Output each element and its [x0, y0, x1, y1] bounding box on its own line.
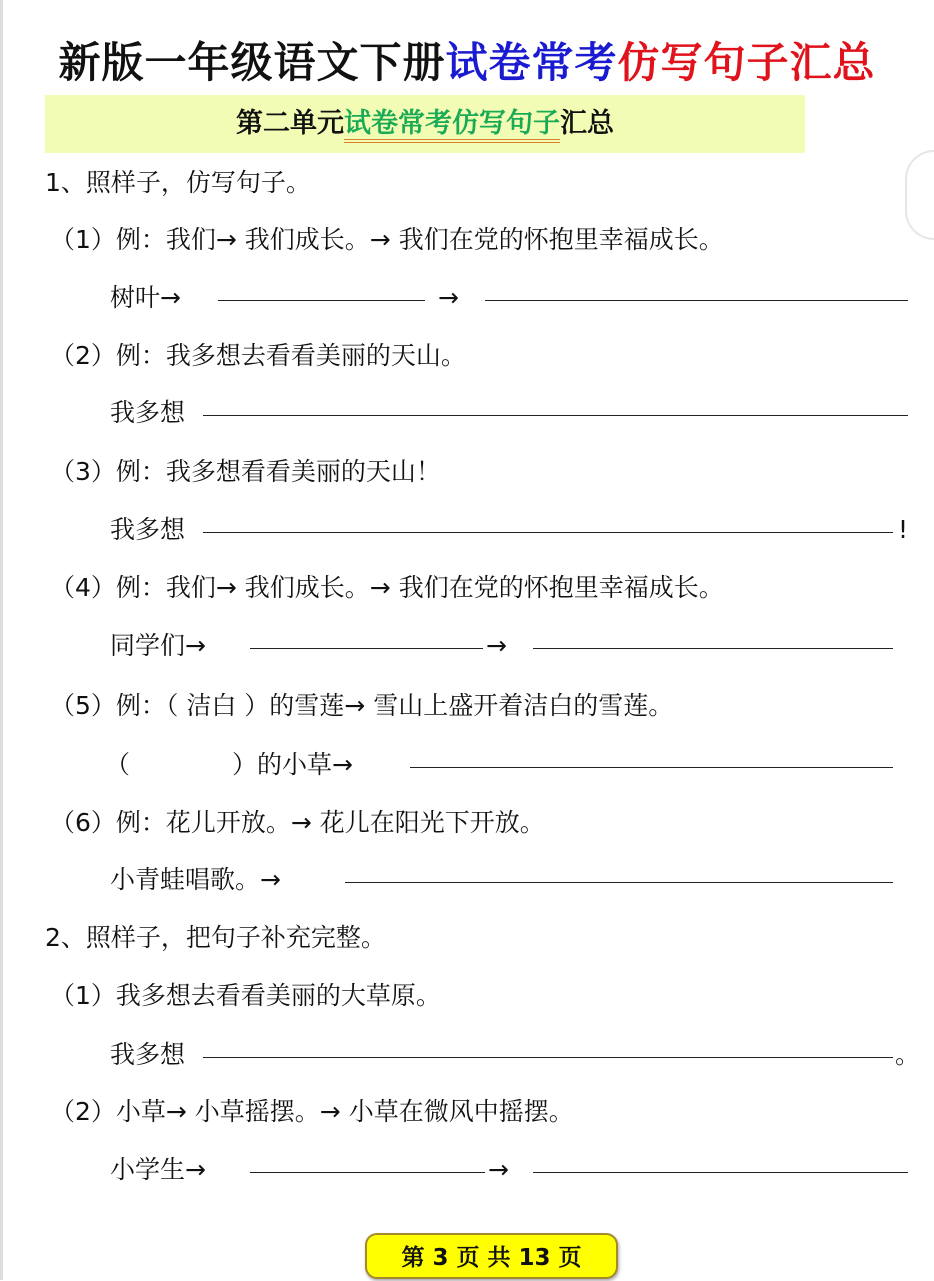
page-title	[0, 30, 934, 90]
q5-open-paren: （	[105, 750, 131, 779]
q5-example-row	[0, 686, 934, 726]
q4-example: （4）例：我们→ 我们成长。→ 我们在党的怀抱里幸福成长。	[50, 573, 724, 602]
q3-example: （3）例：我多想看看美丽的天山！	[50, 457, 441, 486]
q5-prompt: ）的小草→	[232, 750, 353, 779]
q6-example-row	[0, 803, 934, 843]
q5-answer-row	[0, 745, 934, 785]
section2-heading: 2、照样子，把句子补充完整。	[45, 923, 386, 952]
q1-example-row	[0, 220, 934, 260]
q5-blank[interactable]	[410, 745, 893, 768]
s2-q1-end: 。	[895, 1040, 921, 1069]
title-part-blue: 试卷常考	[445, 38, 618, 87]
q3-example-row	[0, 452, 934, 492]
section1-heading: 1、照样子，仿写句子。	[45, 168, 311, 197]
q1-blank-2[interactable]	[485, 278, 908, 301]
q1-prompt: 树叶→	[110, 283, 181, 312]
q3-blank[interactable]	[203, 510, 893, 533]
s2-q2-example-row	[0, 1092, 934, 1132]
q4-example-row	[0, 568, 934, 608]
s2-q1-answer-row	[0, 1035, 934, 1075]
q1-example: （1）例：我们→ 我们成长。→ 我们在党的怀抱里幸福成长。	[50, 225, 724, 254]
unit-banner	[45, 95, 805, 153]
s2-q2-arrow: →	[488, 1155, 509, 1184]
q1-answer-row	[0, 278, 934, 318]
banner-part3: 汇总	[560, 108, 614, 139]
section2-heading-row	[0, 918, 934, 958]
title-part-black: 新版一年级语文下册	[58, 38, 446, 87]
section1-heading-row	[0, 163, 934, 203]
q3-answer-row	[0, 510, 934, 550]
q2-example-row	[0, 336, 934, 376]
banner-part2: 试卷常考仿写句子	[344, 108, 560, 143]
q2-example: （2）例：我多想去看看美丽的天山。	[50, 341, 466, 370]
q6-blank[interactable]	[345, 860, 893, 883]
s2-q2-blank-2[interactable]	[533, 1150, 908, 1173]
q6-answer-row	[0, 860, 934, 900]
q3-prompt: 我多想	[110, 515, 186, 544]
q4-answer-row	[0, 626, 934, 666]
q2-blank[interactable]	[203, 393, 908, 416]
q4-arrow: →	[486, 631, 507, 660]
q3-end: !	[898, 515, 909, 544]
page-indicator: 第 3 页 共 13 页	[365, 1233, 618, 1279]
q6-example: （6）例：花儿开放。→ 花儿在阳光下开放。	[50, 808, 545, 837]
q2-answer-row	[0, 393, 934, 433]
s2-q1-blank[interactable]	[203, 1035, 893, 1058]
banner-part1: 第二单元	[236, 108, 344, 139]
s2-q2-example: （2）小草→ 小草摇摆。→ 小草在微风中摇摆。	[50, 1097, 574, 1126]
q2-prompt: 我多想	[110, 398, 186, 427]
q1-blank-1[interactable]	[218, 278, 425, 301]
q4-blank-1[interactable]	[250, 626, 483, 649]
s2-q1-example-row	[0, 976, 934, 1016]
q1-arrow: →	[438, 283, 459, 312]
s2-q1-prompt: 我多想	[110, 1040, 186, 1069]
q6-prompt: 小青蛙唱歌。→	[110, 865, 281, 894]
q5-example: （5）例：（ 洁白 ）的雪莲→ 雪山上盛开着洁白的雪莲。	[50, 691, 674, 720]
s2-q2-blank-1[interactable]	[250, 1150, 485, 1173]
q4-blank-2[interactable]	[533, 626, 893, 649]
s2-q2-prompt: 小学生→	[110, 1155, 206, 1184]
s2-q1-example: （1）我多想去看看美丽的大草原。	[50, 981, 441, 1010]
title-part-red: 仿写句子汇总	[617, 38, 876, 87]
q4-prompt: 同学们→	[110, 631, 206, 660]
s2-q2-answer-row	[0, 1150, 934, 1190]
